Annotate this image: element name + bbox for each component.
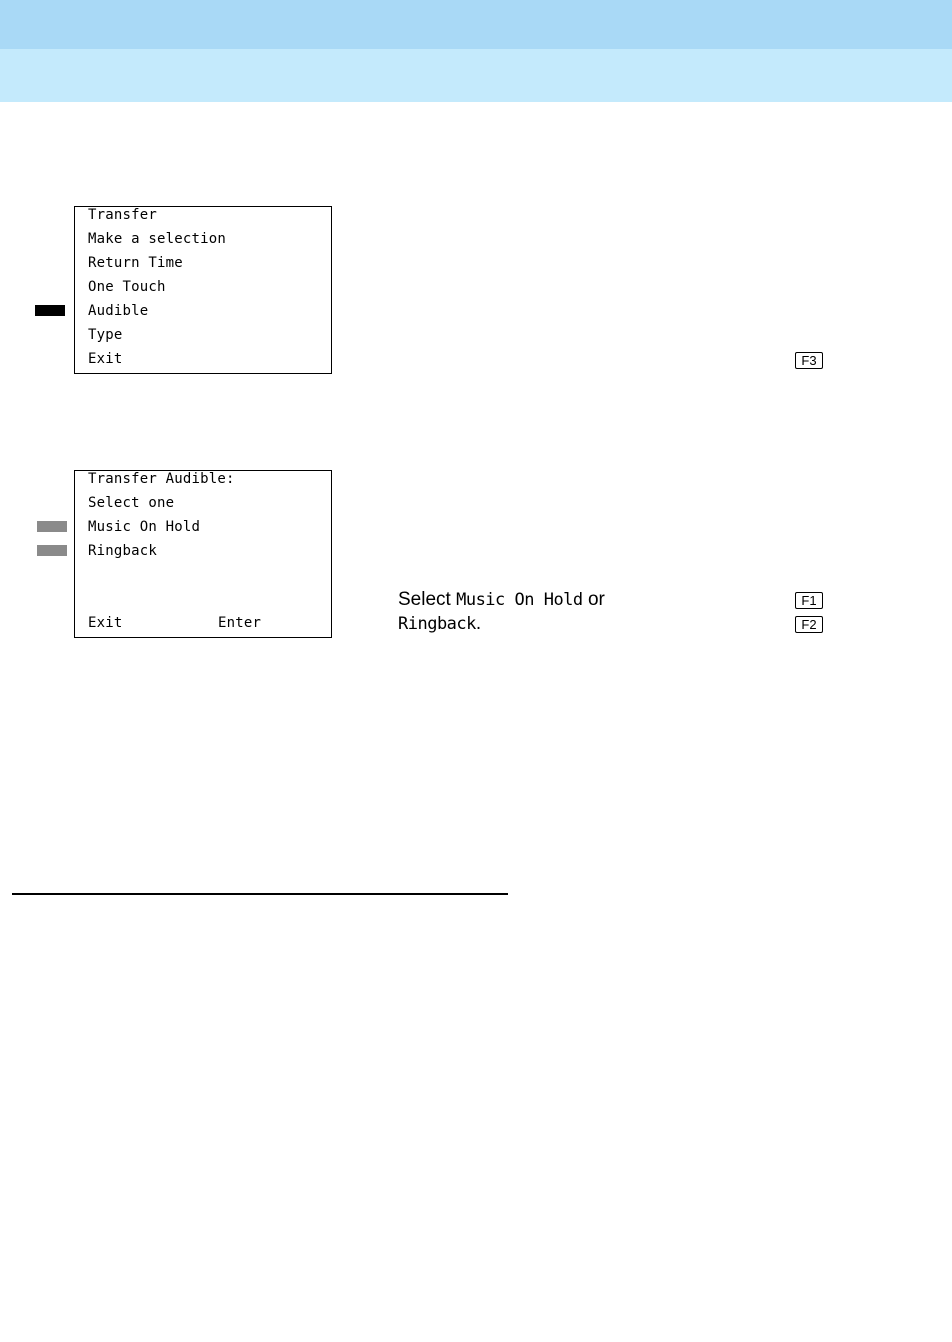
instruction-select: Select [398, 589, 451, 610]
f3-key[interactable]: F3 [795, 352, 823, 369]
instruction-line-2 [398, 613, 481, 635]
ringback-indicator [37, 545, 67, 556]
music-on-hold-indicator [37, 521, 67, 532]
screen-prompt: Select one [88, 495, 175, 511]
header-band-top [0, 0, 952, 49]
menu-option-one-touch[interactable]: One Touch [88, 279, 166, 295]
menu-option-enter[interactable]: Enter [218, 615, 262, 631]
instruction-period: . [475, 613, 482, 634]
selected-line-indicator [35, 305, 65, 316]
display-screen-transfer-menu [74, 206, 332, 374]
instruction-or: or [587, 589, 605, 610]
menu-option-ringback[interactable]: Ringback [88, 543, 158, 559]
section-divider [12, 893, 508, 895]
menu-option-exit[interactable]: Exit [88, 615, 123, 631]
screen-title: Transfer Audible: [88, 471, 235, 487]
menu-option-audible[interactable]: Audible [88, 303, 149, 319]
instruction-option-music-on-hold: Music On Hold [456, 590, 583, 610]
f1-key[interactable]: F1 [795, 592, 823, 609]
f2-key[interactable]: F2 [795, 616, 823, 633]
menu-option-return-time[interactable]: Return Time [88, 255, 183, 271]
screen-prompt: Make a selection [88, 231, 227, 247]
instruction-line-1 [398, 589, 605, 611]
menu-option-music-on-hold[interactable]: Music On Hold [88, 519, 201, 535]
menu-option-type[interactable]: Type [88, 327, 123, 343]
display-screen-transfer-audible [74, 470, 332, 638]
header-band-bottom [0, 49, 952, 102]
instruction-option-ringback: Ringback [398, 614, 476, 634]
menu-option-exit[interactable]: Exit [88, 351, 123, 367]
screen-title: Transfer [88, 207, 158, 223]
